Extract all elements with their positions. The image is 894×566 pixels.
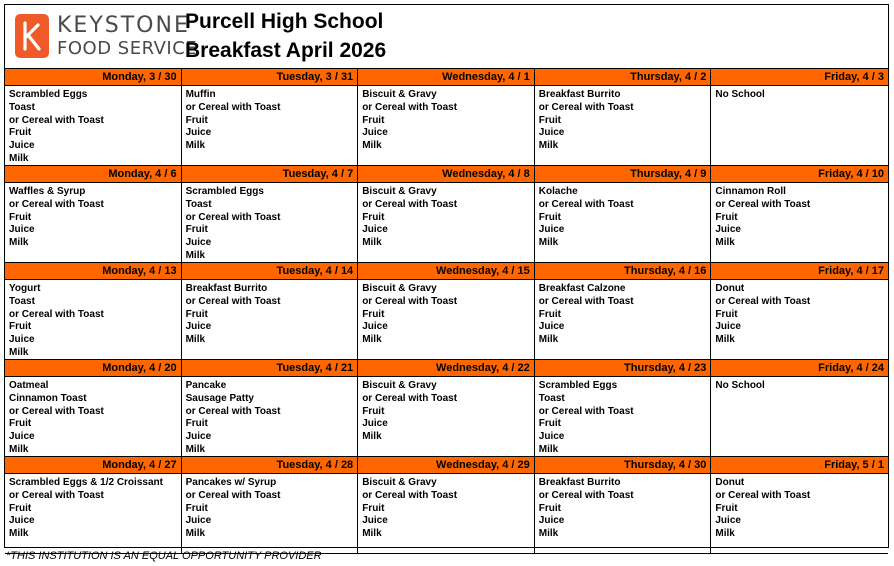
menu-item: or Cereal with Toast bbox=[9, 198, 104, 210]
menu-item: Juice bbox=[185, 431, 212, 443]
menu-item: No School bbox=[715, 89, 765, 100]
day-header: Wednesday, 4 / 29 bbox=[358, 457, 534, 474]
day-menu-items bbox=[5, 280, 181, 359]
menu-item: or Cereal with Toast bbox=[9, 114, 104, 126]
menu-item: or Cereal with Toast bbox=[538, 405, 634, 417]
menu-item: Fruit bbox=[715, 211, 738, 223]
menu-item: or Cereal with Toast bbox=[715, 489, 811, 501]
menu-item: Fruit bbox=[9, 418, 32, 430]
menu-item: Scrambled Eggs bbox=[538, 380, 618, 391]
menu-item: or Cereal with Toast bbox=[9, 405, 104, 417]
menu-item: Scrambled Eggs & 1/2 Croissant bbox=[9, 477, 163, 488]
menu-item: Fruit bbox=[9, 502, 32, 514]
day-cell bbox=[182, 457, 359, 554]
menu-item: Donut bbox=[715, 477, 745, 488]
day-cell bbox=[182, 263, 359, 360]
day-menu-items bbox=[182, 474, 358, 553]
menu-item: Juice bbox=[715, 515, 741, 527]
menu-item: Toast bbox=[9, 295, 35, 307]
menu-item: Milk bbox=[538, 140, 559, 152]
day-header: Thursday, 4 / 2 bbox=[535, 69, 711, 86]
day-header: Friday, 4 / 17 bbox=[711, 263, 888, 280]
menu-item: Fruit bbox=[9, 127, 32, 139]
menu-item: Milk bbox=[362, 431, 382, 443]
menu-frame bbox=[4, 4, 889, 548]
menu-item: Fruit bbox=[185, 502, 208, 514]
day-cell bbox=[5, 69, 182, 166]
menu-item: or Cereal with Toast bbox=[538, 198, 634, 210]
day-cell bbox=[358, 69, 535, 166]
menu-item: Fruit bbox=[715, 308, 738, 320]
menu-item: Biscuit & Gravy bbox=[362, 283, 437, 294]
day-cell bbox=[535, 263, 712, 360]
day-cell bbox=[182, 360, 359, 457]
day-menu-items bbox=[182, 183, 358, 262]
menu-item: Juice bbox=[185, 321, 212, 333]
menu-item: Biscuit & Gravy bbox=[362, 186, 437, 197]
day-header: Thursday, 4 / 16 bbox=[535, 263, 711, 280]
menu-item: Juice bbox=[185, 127, 212, 139]
menu-item: Biscuit & Gravy bbox=[362, 89, 437, 100]
menu-item: Yogurt bbox=[9, 283, 41, 294]
menu-item: Muffin bbox=[185, 89, 216, 100]
menu-item: Milk bbox=[9, 237, 29, 249]
menu-item: Fruit bbox=[362, 502, 385, 514]
day-cell bbox=[535, 457, 712, 554]
menu-item: Fruit bbox=[362, 211, 385, 223]
day-menu-items bbox=[5, 183, 181, 262]
menu-item: Fruit bbox=[9, 211, 32, 223]
day-menu-items bbox=[535, 474, 711, 553]
day-menu-items bbox=[358, 183, 534, 262]
menu-item: Milk bbox=[715, 334, 735, 346]
menu-item: Fruit bbox=[185, 418, 208, 430]
day-cell bbox=[5, 166, 182, 263]
menu-item: Pancake bbox=[185, 380, 227, 391]
menu-item: Breakfast Calzone bbox=[538, 283, 626, 294]
day-menu-items bbox=[5, 377, 181, 456]
day-header: Monday, 4 / 13 bbox=[5, 263, 181, 280]
menu-item: Milk bbox=[362, 334, 382, 346]
day-menu-items bbox=[358, 474, 534, 553]
day-cell bbox=[358, 263, 535, 360]
day-header: Wednesday, 4 / 8 bbox=[358, 166, 534, 183]
day-cell bbox=[5, 457, 182, 554]
menu-item: or Cereal with Toast bbox=[185, 101, 281, 113]
school-title: Purcell High School bbox=[185, 10, 384, 33]
menu-item: Fruit bbox=[538, 211, 561, 223]
day-menu-items bbox=[535, 377, 711, 456]
menu-item: Juice bbox=[9, 431, 35, 443]
menu-item: Milk bbox=[9, 152, 29, 164]
day-header: Wednesday, 4 / 1 bbox=[358, 69, 534, 86]
menu-item: Breakfast Burrito bbox=[538, 89, 621, 100]
menu-item: Juice bbox=[362, 515, 388, 527]
day-cell bbox=[711, 457, 888, 554]
menu-item: Fruit bbox=[538, 308, 561, 320]
menu-item: Juice bbox=[362, 127, 388, 139]
day-header: Monday, 4 / 6 bbox=[5, 166, 181, 183]
day-header: Thursday, 4 / 9 bbox=[535, 166, 711, 183]
menu-item: Scrambled Eggs bbox=[185, 186, 264, 197]
day-cell bbox=[182, 69, 359, 166]
day-cell bbox=[535, 360, 712, 457]
menu-item: or Cereal with Toast bbox=[538, 489, 634, 501]
day-header: Monday, 4 / 20 bbox=[5, 360, 181, 377]
day-cell bbox=[711, 166, 888, 263]
menu-item: Juice bbox=[185, 237, 212, 249]
menu-item: Milk bbox=[715, 237, 735, 249]
day-cell bbox=[358, 166, 535, 263]
menu-item: Juice bbox=[9, 224, 35, 236]
menu-item: Biscuit & Gravy bbox=[362, 477, 437, 488]
menu-item: Milk bbox=[538, 334, 559, 346]
keystone-logo bbox=[15, 13, 198, 62]
menu-item: or Cereal with Toast bbox=[362, 295, 458, 307]
day-cell bbox=[535, 69, 712, 166]
day-header: Friday, 4 / 24 bbox=[711, 360, 888, 377]
menu-item: Fruit bbox=[538, 502, 561, 514]
menu-item: or Cereal with Toast bbox=[9, 308, 104, 320]
week-row bbox=[5, 360, 888, 457]
day-cell bbox=[535, 166, 712, 263]
menu-item: Kolache bbox=[538, 186, 578, 197]
menu-item: Cinnamon Toast bbox=[9, 392, 87, 404]
menu-item: Oatmeal bbox=[9, 380, 49, 391]
menu-item: Waffles & Syrup bbox=[9, 186, 86, 197]
menu-item: Milk bbox=[362, 528, 382, 540]
day-header: Thursday, 4 / 30 bbox=[535, 457, 711, 474]
day-menu-items bbox=[711, 183, 888, 262]
menu-item: Juice bbox=[362, 321, 388, 333]
menu-item: Pancakes w/ Syrup bbox=[185, 477, 277, 488]
menu-item: Milk bbox=[185, 249, 206, 261]
day-menu-items bbox=[358, 86, 534, 165]
day-header: Wednesday, 4 / 22 bbox=[358, 360, 534, 377]
keystone-k-icon bbox=[15, 14, 49, 58]
menu-item: or Cereal with Toast bbox=[715, 295, 811, 307]
menu-item: No School bbox=[715, 380, 765, 391]
day-cell bbox=[182, 166, 359, 263]
menu-item: Toast bbox=[9, 101, 35, 113]
menu-item: Fruit bbox=[185, 224, 208, 236]
logo-line2: FOOD SERVICE bbox=[57, 38, 198, 59]
day-menu-items bbox=[182, 377, 358, 456]
day-menu-items bbox=[5, 86, 181, 165]
menu-item: Fruit bbox=[362, 308, 385, 320]
menu-item: Juice bbox=[362, 418, 388, 430]
day-header: Tuesday, 4 / 14 bbox=[182, 263, 358, 280]
menu-item: Milk bbox=[185, 334, 206, 346]
menu-item: or Cereal with Toast bbox=[185, 295, 281, 307]
day-header: Wednesday, 4 / 15 bbox=[358, 263, 534, 280]
menu-item: Juice bbox=[538, 515, 565, 527]
menu-item: Fruit bbox=[185, 114, 208, 126]
menu-item: or Cereal with Toast bbox=[185, 405, 281, 417]
menu-header bbox=[5, 5, 888, 68]
week-row bbox=[5, 457, 888, 554]
menu-item: or Cereal with Toast bbox=[362, 101, 458, 113]
menu-item: Fruit bbox=[362, 405, 385, 417]
logo-line1: KEYSTONE bbox=[57, 13, 190, 38]
day-header: Thursday, 4 / 23 bbox=[535, 360, 711, 377]
day-cell bbox=[358, 457, 535, 554]
menu-item: or Cereal with Toast bbox=[362, 392, 458, 404]
day-header: Tuesday, 4 / 28 bbox=[182, 457, 358, 474]
footer-notice: *THIS INSTITUTION IS AN EQUAL OPPORTUNITY PROVIDER bbox=[6, 550, 322, 562]
day-menu-items bbox=[182, 86, 358, 165]
menu-item: Juice bbox=[715, 321, 741, 333]
day-menu-items bbox=[182, 280, 358, 359]
menu-item: Toast bbox=[185, 198, 212, 210]
day-cell bbox=[711, 69, 888, 166]
day-menu-items bbox=[711, 474, 888, 553]
menu-item: Milk bbox=[538, 528, 559, 540]
menu-item: Milk bbox=[538, 443, 559, 455]
menu-item: Juice bbox=[538, 431, 565, 443]
menu-item: Juice bbox=[538, 127, 565, 139]
day-header: Monday, 4 / 27 bbox=[5, 457, 181, 474]
menu-item: or Cereal with Toast bbox=[185, 489, 281, 501]
day-cell bbox=[5, 360, 182, 457]
day-header: Tuesday, 4 / 7 bbox=[182, 166, 358, 183]
menu-item: Milk bbox=[362, 237, 382, 249]
menu-item: or Cereal with Toast bbox=[538, 101, 634, 113]
day-header: Monday, 3 / 30 bbox=[5, 69, 181, 86]
menu-item: or Cereal with Toast bbox=[185, 211, 281, 223]
day-menu-items bbox=[535, 183, 711, 262]
menu-item: Juice bbox=[715, 224, 741, 236]
menu-title: Breakfast April 2026 bbox=[185, 39, 387, 62]
menu-calendar-grid bbox=[5, 68, 888, 554]
menu-item: Milk bbox=[362, 140, 382, 152]
menu-item: Milk bbox=[715, 528, 735, 540]
day-menu-items bbox=[711, 86, 888, 165]
day-menu-items bbox=[358, 377, 534, 456]
menu-item: Milk bbox=[9, 528, 29, 540]
menu-item: or Cereal with Toast bbox=[715, 198, 811, 210]
menu-item: Juice bbox=[538, 224, 565, 236]
menu-item: Milk bbox=[185, 140, 206, 152]
day-header: Tuesday, 4 / 21 bbox=[182, 360, 358, 377]
day-cell bbox=[711, 263, 888, 360]
menu-item: Milk bbox=[9, 443, 29, 455]
menu-item: Juice bbox=[362, 224, 388, 236]
menu-item: Fruit bbox=[362, 114, 385, 126]
day-menu-items bbox=[5, 474, 181, 553]
menu-item: Fruit bbox=[538, 114, 561, 126]
day-menu-items bbox=[711, 377, 888, 456]
day-header: Friday, 4 / 10 bbox=[711, 166, 888, 183]
day-cell bbox=[5, 263, 182, 360]
menu-item: Milk bbox=[538, 237, 559, 249]
day-header: Friday, 4 / 3 bbox=[711, 69, 888, 86]
day-cell bbox=[358, 360, 535, 457]
menu-item: Juice bbox=[9, 334, 35, 346]
menu-item: Breakfast Burrito bbox=[538, 477, 621, 488]
menu-item: Fruit bbox=[715, 502, 738, 514]
menu-item: Donut bbox=[715, 283, 745, 294]
day-menu-items bbox=[358, 280, 534, 359]
menu-item: Toast bbox=[538, 392, 565, 404]
menu-item: Biscuit & Gravy bbox=[362, 380, 437, 391]
menu-item: or Cereal with Toast bbox=[362, 198, 458, 210]
day-menu-items bbox=[535, 280, 711, 359]
day-header: Friday, 5 / 1 bbox=[711, 457, 888, 474]
menu-item: Cinnamon Roll bbox=[715, 186, 786, 197]
day-header: Tuesday, 3 / 31 bbox=[182, 69, 358, 86]
menu-item: Juice bbox=[9, 515, 35, 527]
menu-item: Sausage Patty bbox=[185, 392, 254, 404]
week-row bbox=[5, 69, 888, 166]
week-row bbox=[5, 263, 888, 360]
menu-item: Fruit bbox=[538, 418, 561, 430]
day-menu-items bbox=[711, 280, 888, 359]
menu-item: Milk bbox=[185, 443, 206, 455]
menu-item: Juice bbox=[538, 321, 565, 333]
week-row bbox=[5, 166, 888, 263]
menu-item: or Cereal with Toast bbox=[538, 295, 634, 307]
menu-item: Fruit bbox=[185, 308, 208, 320]
day-cell bbox=[711, 360, 888, 457]
menu-item: Milk bbox=[9, 346, 29, 358]
day-menu-items bbox=[535, 86, 711, 165]
menu-item: Milk bbox=[185, 528, 206, 540]
menu-item: Juice bbox=[185, 515, 212, 527]
menu-item: Breakfast Burrito bbox=[185, 283, 268, 294]
menu-item: or Cereal with Toast bbox=[9, 489, 104, 501]
menu-item: or Cereal with Toast bbox=[362, 489, 458, 501]
menu-item: Fruit bbox=[9, 321, 32, 333]
menu-item: Juice bbox=[9, 140, 35, 152]
menu-item: Scrambled Eggs bbox=[9, 89, 88, 100]
